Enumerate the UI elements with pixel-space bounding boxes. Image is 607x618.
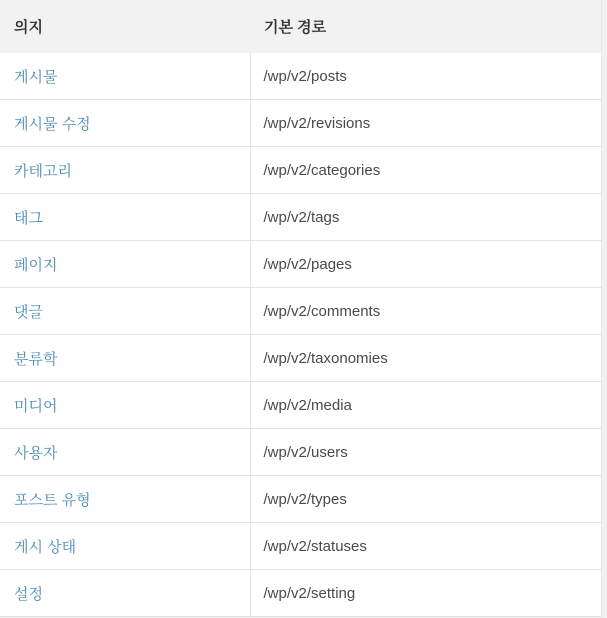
route-path: /wp/v2/tags <box>250 194 601 241</box>
route-path: /wp/v2/revisions <box>250 100 601 147</box>
table-row <box>0 147 601 194</box>
resource-link[interactable]: 게시물 <box>14 68 58 86</box>
route-path: /wp/v2/media <box>250 382 601 429</box>
table-row <box>0 476 601 523</box>
header-row <box>0 0 601 53</box>
route-path: /wp/v2/comments <box>250 288 601 335</box>
resource-link[interactable]: 카테고리 <box>14 162 72 180</box>
route-path: /wp/v2/posts <box>250 53 601 100</box>
table-header <box>0 0 601 53</box>
column-header-route: 기본 경로 <box>250 0 601 53</box>
resource-link[interactable]: 댓글 <box>14 303 43 321</box>
table-body <box>0 53 601 617</box>
route-path: /wp/v2/taxonomies <box>250 335 601 382</box>
table-row <box>0 382 601 429</box>
resource-link[interactable]: 게시 상태 <box>14 538 77 556</box>
column-header-resource: 의지 <box>0 0 250 53</box>
route-path: /wp/v2/pages <box>250 241 601 288</box>
table-row <box>0 429 601 476</box>
resource-link[interactable]: 태그 <box>14 209 43 227</box>
resource-link[interactable]: 미디어 <box>14 397 58 415</box>
table-row <box>0 288 601 335</box>
resource-link[interactable]: 포스트 유형 <box>14 491 91 509</box>
route-path: /wp/v2/types <box>250 476 601 523</box>
table-row <box>0 523 601 570</box>
table-row <box>0 570 601 617</box>
resource-link[interactable]: 설정 <box>14 585 43 603</box>
table-row <box>0 100 601 147</box>
route-path: /wp/v2/users <box>250 429 601 476</box>
table-row <box>0 241 601 288</box>
resource-link[interactable]: 게시물 수정 <box>14 115 91 133</box>
table-row <box>0 194 601 241</box>
resource-link[interactable]: 분류학 <box>14 350 58 368</box>
route-path: /wp/v2/setting <box>250 570 601 617</box>
route-path: /wp/v2/statuses <box>250 523 601 570</box>
table-row <box>0 53 601 100</box>
resource-link[interactable]: 사용자 <box>14 444 58 462</box>
route-path: /wp/v2/categories <box>250 147 601 194</box>
resource-link[interactable]: 페이지 <box>14 256 58 274</box>
table-row <box>0 335 601 382</box>
